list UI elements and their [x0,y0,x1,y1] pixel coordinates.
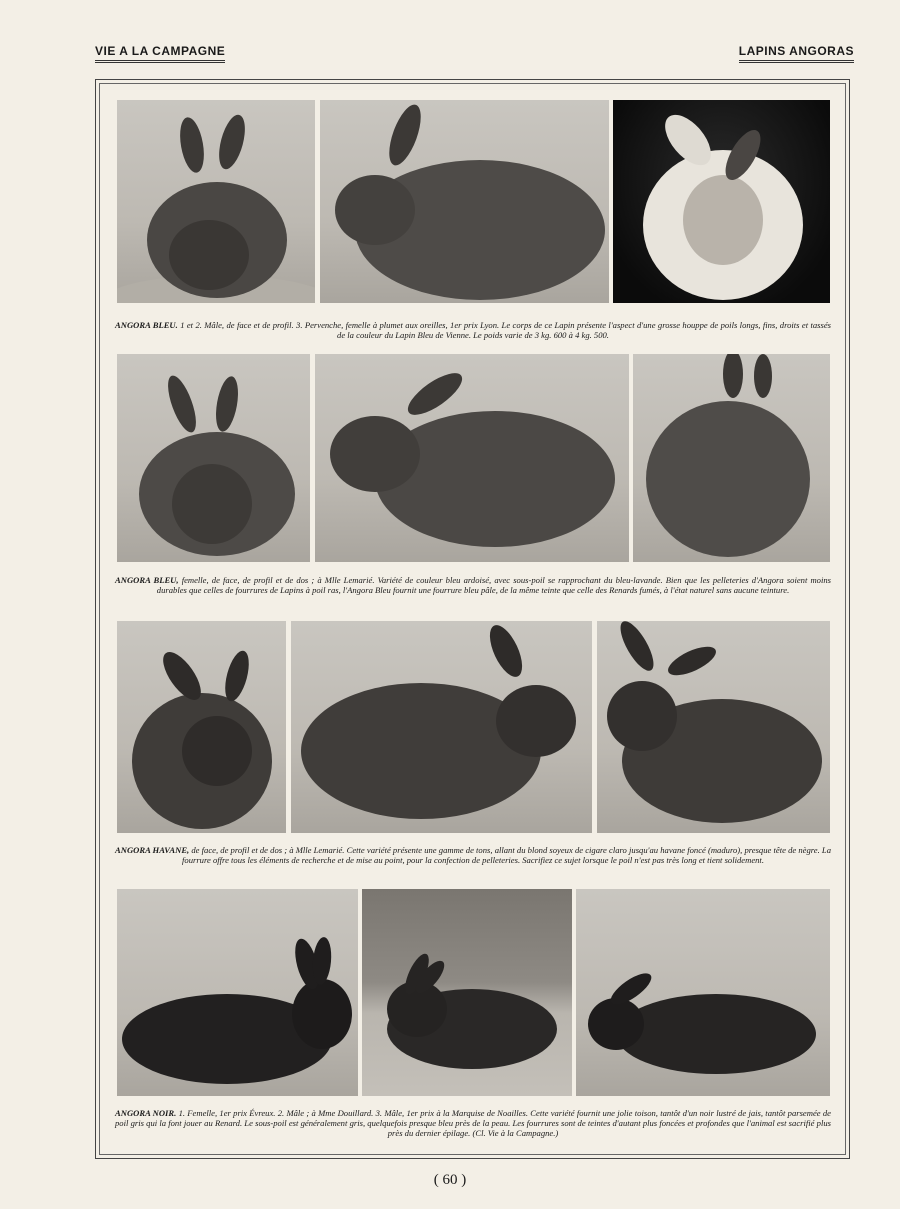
caption-text: femelle, de face, de profil et de dos ; à Mlle Lemarié. Variété de couleur bleu ardoisé, avec sous-poil se rapprochant du bleu-lavande. Bien que les pelleteries d'Angora soient moins durables que celles de fourrures de Lapins à poil ras, l'Angora Bleu fournit une fourrure bleu pâle, de la même teinte que celle des Renards fumés, à l'état naturel sans aucune teinture. [156,575,832,595]
page-number: ( 60 ) [433,1172,467,1188]
caption-lead: ANGORA BLEU, [115,575,179,585]
caption-text: 1. Femelle, 1er prix Évreux. 2. Mâle ; à Mme Douillard. 3. Mâle, 1er prix à la Marquise de Noailles. Cette variété fournit une jolie toison, tantôt d'un noir lustré de jais, tantôt parsemée de poil gris qui la font jouer au Renard. Le sous-poil est généralement gris, quelquefois presque bleu près de la peau. Les fourrures sont de teintes d'autant plus foncées et profondes que l'animal est sacrifié plus près du dernier épilage. [115,1108,831,1138]
photo-angora-havane-face [117,621,286,833]
running-head-left: VIE A LA CAMPAGNE [95,44,225,63]
running-head-right: LAPINS ANGORAS [739,44,854,63]
photo-angora-bleu-femelle-profile [315,354,629,562]
photo-angora-havane-dos [597,621,830,833]
photo-pervenche-femelle [613,100,830,303]
caption-angora-noir [115,1108,831,1138]
photo-angora-noir-male-noailles [576,889,830,1096]
caption-angora-bleu-male [115,320,831,340]
caption-text: 1 et 2. Mâle, de face et de profil. 3. Pervenche, femelle à plumet aux oreilles, 1er prix Lyon. Le corps de ce Lapin présente l'aspect d'une grosse houppe de poils longs, fins, droits et tassés de la couleur du Lapin Bleu de Vienne. Le poids varie de 3 kg. 600 à 4 kg. 500. [180,320,832,340]
photo-angora-havane-profile [291,621,592,833]
caption-lead: ANGORA HAVANE, [115,845,190,855]
photo-angora-bleu-femelle-dos [633,354,830,562]
photo-angora-noir-male [362,889,572,1096]
photo-angora-noir-femelle [117,889,358,1096]
photo-angora-bleu-male-face [117,100,315,303]
caption-angora-bleu-femelle [115,575,831,595]
photo-angora-bleu-male-profile [320,100,609,303]
caption-lead: ANGORA NOIR. [115,1108,177,1118]
caption-text: de face, de profil et de dos ; à Mlle Lemarié. Cette variété présente une gamme de tons, allant du blond soyeux de cigare claro jusqu'au havane foncé (maduro), presque tête de nègre. La fourrure offre tous les éléments de recherche et de mise au point, pour la confection de pelleteries. Sacrifiez ce sujet lorsque le poil n'est pas très long et tient solidement. [182,845,831,865]
photo-credit: (Cl. Vie à la Campagne.) [472,1128,559,1138]
caption-angora-havane [115,845,831,865]
photo-angora-bleu-femelle-face [117,354,310,562]
caption-lead: ANGORA BLEU. [115,320,178,330]
